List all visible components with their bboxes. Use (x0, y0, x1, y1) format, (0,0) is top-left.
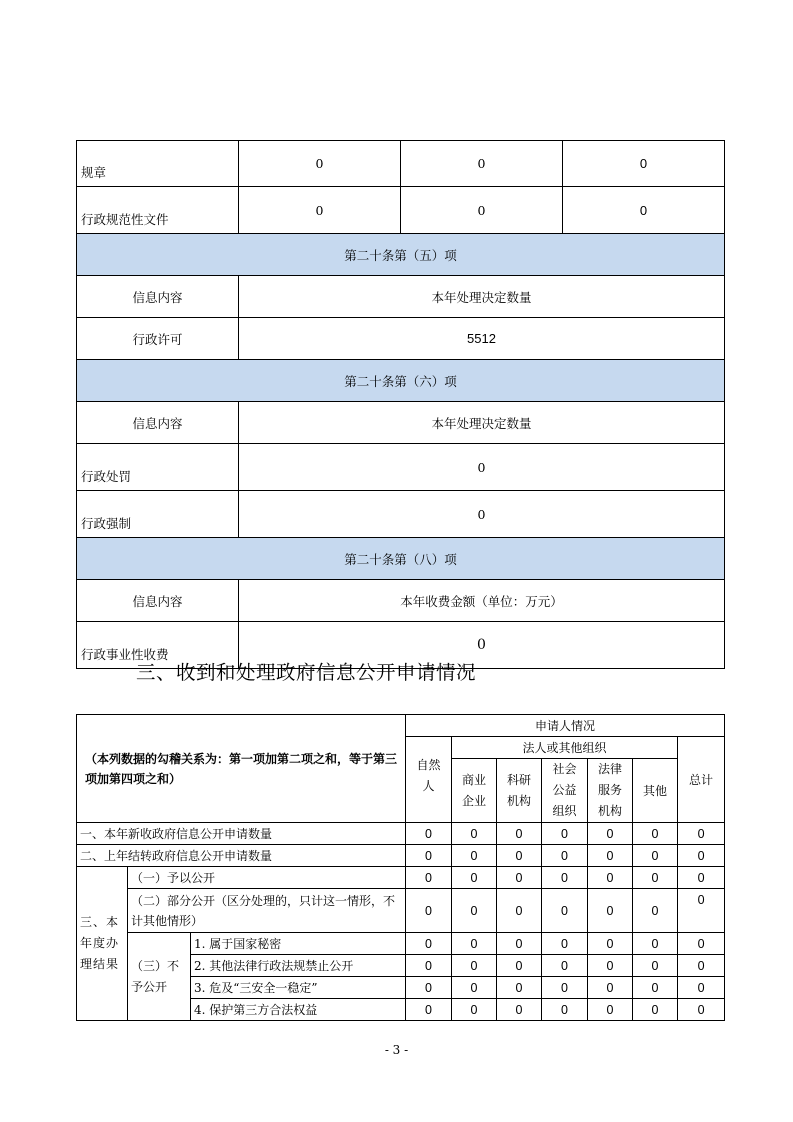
cell-value: 0 (588, 889, 633, 933)
cell-value: 0 (678, 955, 725, 977)
cell-value: 0 (406, 889, 452, 933)
cell-value: 0 (633, 823, 678, 845)
cell-value: 0 (497, 889, 542, 933)
cell-value: 0 (452, 867, 497, 889)
column-header-total: 总计 (678, 737, 725, 823)
cell-value: 0 (239, 622, 725, 669)
cell-value: 5512 (239, 318, 725, 360)
cell-value: 0 (542, 999, 588, 1021)
table-row (77, 889, 725, 933)
cell-value: 0 (452, 933, 497, 955)
table-row (77, 823, 725, 845)
cell-value: 0 (563, 187, 725, 234)
cell-value: 0 (542, 933, 588, 955)
cell-value: 0 (678, 845, 725, 867)
cell-value: 0 (678, 823, 725, 845)
cell-value: 0 (239, 187, 401, 234)
cell-value: 0 (633, 933, 678, 955)
cell-value: 0 (406, 867, 452, 889)
cell-value: 0 (542, 867, 588, 889)
row-label: 行政处罚 (77, 444, 239, 491)
cell-value: 0 (633, 845, 678, 867)
column-header: 本年处理决定数量 (239, 276, 725, 318)
section-band (77, 360, 725, 402)
cell-value: 0 (239, 141, 401, 187)
cell-value: 0 (452, 845, 497, 867)
cell-value: 0 (452, 955, 497, 977)
header-text: 自然 人 (416, 758, 441, 793)
disclosure-table-upper (76, 140, 725, 669)
section-band-label: 第二十条第（八）项 (77, 538, 725, 580)
row-label: 行政事业性收费 (77, 622, 239, 669)
column-header: 本年收费金额（单位：万元） (239, 580, 725, 622)
cell-value: 0 (678, 999, 725, 1021)
table-row (77, 141, 725, 187)
legal-header: 法人或其他组织 (452, 737, 678, 759)
cell-value: 0 (497, 845, 542, 867)
row-label: （二）部分公开（区分处理的，只计这一情形，不计其他情形） (128, 889, 406, 933)
row-label: 3. 危及“三安全一稳定” (191, 977, 406, 999)
cell-value: 0 (588, 933, 633, 955)
cell-value: 0 (401, 187, 563, 234)
cell-value: 0 (588, 977, 633, 999)
column-header-research: 科研 机构 (497, 759, 542, 823)
cell-value: 0 (542, 889, 588, 933)
table-row (77, 491, 725, 538)
column-header-social: 社会 公益 组织 (542, 759, 588, 823)
cell-value: 0 (633, 955, 678, 977)
cell-value: 0 (588, 823, 633, 845)
table-header-row (77, 276, 725, 318)
section-band (77, 538, 725, 580)
cell-value: 0 (588, 845, 633, 867)
cell-value: 0 (588, 867, 633, 889)
cell-value: 0 (239, 444, 725, 491)
table-header-row (77, 402, 725, 444)
table-row (77, 444, 725, 491)
cell-value: 0 (497, 823, 542, 845)
row-label: 规章 (77, 141, 239, 187)
cell-value: 0 (452, 823, 497, 845)
row-label: 二、上年结转政府信息公开申请数量 (77, 845, 406, 867)
column-header: 信息内容 (77, 276, 239, 318)
cell-value: 0 (401, 141, 563, 187)
row-label: 行政强制 (77, 491, 239, 538)
cell-value: 0 (452, 889, 497, 933)
cell-value: 0 (678, 867, 725, 889)
column-header-other: 其他 (633, 759, 678, 823)
row-label: 行政许可 (77, 318, 239, 360)
cell-value: 0 (678, 977, 725, 999)
application-table (76, 714, 725, 1021)
section-band (77, 234, 725, 276)
table-note: （本列数据的勾稽关系为：第一项加第二项之和，等于第三项加第四项之和） (77, 715, 406, 823)
table-header-row (77, 580, 725, 622)
row-label: 2. 其他法律行政法规禁止公开 (191, 955, 406, 977)
row-label: 1. 属于国家秘密 (191, 933, 406, 955)
table-row (77, 933, 725, 955)
column-header: 本年处理决定数量 (239, 402, 725, 444)
column-header: 信息内容 (77, 580, 239, 622)
section-title: 三、收到和处理政府信息公开申请情况 (136, 661, 477, 684)
cell-value: 0 (497, 955, 542, 977)
section-band-label: 第二十条第（六）项 (77, 360, 725, 402)
cell-value: 0 (633, 867, 678, 889)
row-label: 行政规范性文件 (77, 187, 239, 234)
cell-value: 0 (406, 845, 452, 867)
section-band-label: 第二十条第（五）项 (77, 234, 725, 276)
cell-value: 0 (678, 933, 725, 955)
cell-value: 0 (406, 977, 452, 999)
cell-value: 0 (542, 845, 588, 867)
cell-value: 0 (239, 491, 725, 538)
cell-value: 0 (406, 823, 452, 845)
result-group-label: 三、本 年度办 理结果 (77, 867, 128, 1021)
cell-value: 0 (633, 977, 678, 999)
applicant-header: 申请人情况 (406, 715, 725, 737)
cell-value: 0 (406, 933, 452, 955)
cell-value: 0 (588, 999, 633, 1021)
table-row (77, 187, 725, 234)
cell-value: 0 (406, 999, 452, 1021)
cell-value: 0 (678, 889, 725, 933)
table-row (77, 867, 725, 889)
row-label: 一、本年新收政府信息公开申请数量 (77, 823, 406, 845)
cell-value: 0 (563, 141, 725, 187)
cell-value: 0 (633, 889, 678, 933)
cell-value: 0 (497, 933, 542, 955)
page-number: - 3 - (384, 1043, 409, 1057)
column-header-business: 商业 企业 (452, 759, 497, 823)
cell-value: 0 (542, 955, 588, 977)
cell-value: 0 (497, 977, 542, 999)
not-disclosed-label: （三）不 予公开 (128, 933, 191, 1021)
cell-value: 0 (497, 999, 542, 1021)
cell-value: 0 (452, 999, 497, 1021)
cell-value: 0 (588, 955, 633, 977)
cell-value: 0 (452, 977, 497, 999)
cell-value: 0 (542, 823, 588, 845)
column-header-law: 法律 服务 机构 (588, 759, 633, 823)
table-row (77, 318, 725, 360)
table-row (77, 845, 725, 867)
cell-value: 0 (497, 867, 542, 889)
row-label: （一）予以公开 (128, 867, 406, 889)
row-label: 4. 保护第三方合法权益 (191, 999, 406, 1021)
table-header-row (77, 715, 725, 737)
column-header-natural (406, 737, 452, 823)
cell-value: 0 (633, 999, 678, 1021)
cell-value: 0 (406, 955, 452, 977)
cell-value: 0 (542, 977, 588, 999)
column-header: 信息内容 (77, 402, 239, 444)
